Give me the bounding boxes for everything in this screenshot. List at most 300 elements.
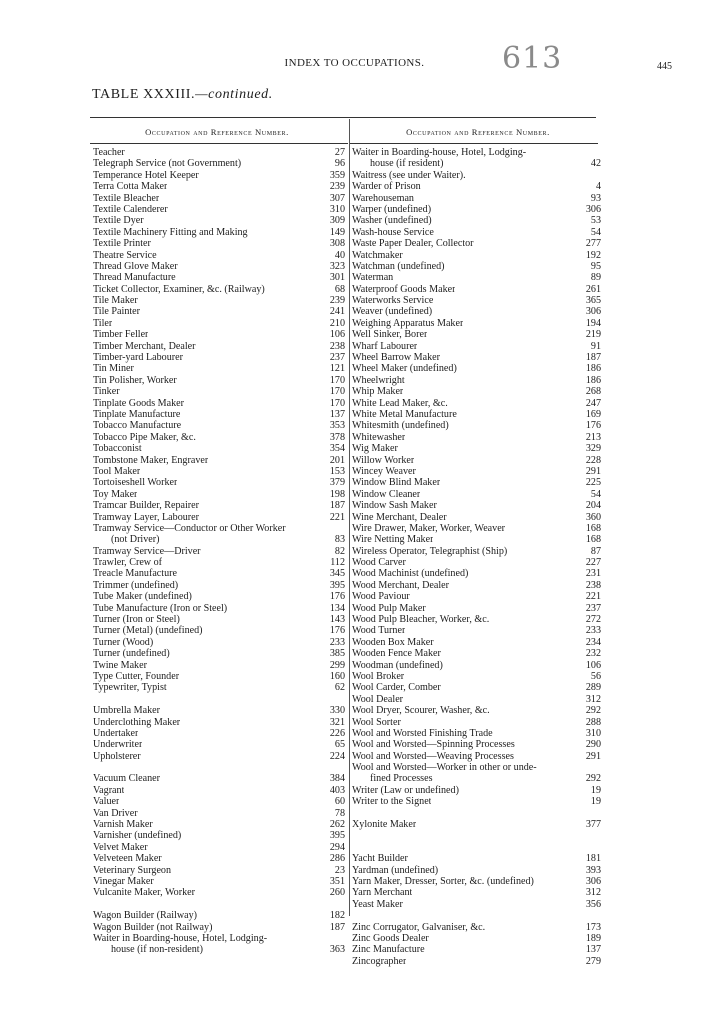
- occupation-name: Ticket Collector, Examiner, &c. (Railway): [93, 283, 265, 295]
- reference-number: 192: [585, 249, 601, 261]
- reference-number: 78: [334, 807, 345, 819]
- reference-number: 237: [329, 352, 345, 364]
- occupation-name: Tramway Layer, Labourer: [93, 511, 200, 523]
- occupation-entry: [352, 477, 602, 488]
- reference-number: 137: [585, 944, 601, 956]
- occupation-entry: [352, 193, 602, 204]
- occupation-name: Tool Maker: [93, 465, 141, 477]
- occupation-entry: [352, 215, 602, 226]
- occupation-entry: [352, 272, 602, 283]
- occupation-name: Wool Dryer, Scourer, Washer, &c.: [352, 705, 490, 717]
- reference-number: 239: [329, 181, 345, 193]
- reference-number: 310: [329, 203, 345, 215]
- right-heading-rule: [350, 143, 598, 144]
- occupation-name: Waterworks Service: [352, 295, 434, 307]
- running-title: INDEX TO OCCUPATIONS.: [284, 57, 425, 69]
- occupation-entry: [93, 284, 347, 295]
- reference-number: 233: [329, 636, 345, 648]
- reference-number: 290: [585, 739, 601, 751]
- reference-number: 239: [329, 295, 345, 307]
- occupation-entry: [93, 227, 347, 238]
- occupation-name: Weaver (undefined): [352, 306, 433, 318]
- occupation-name: Wheel Maker (undefined): [352, 363, 457, 375]
- occupation-entry-continuation: [352, 158, 602, 169]
- occupation-name: Tinker: [93, 386, 120, 398]
- reference-number: 173: [585, 921, 601, 933]
- occupation-name: Wincey Weaver: [352, 465, 416, 477]
- occupation-entry: [352, 660, 602, 671]
- occupation-entry: [93, 455, 347, 466]
- reference-number: 299: [329, 659, 345, 671]
- occupation-name: Teacher: [93, 147, 125, 158]
- occupation-name: Wool and Worsted Finishing Trade: [352, 727, 493, 739]
- reference-number: 204: [585, 500, 601, 512]
- reference-number: 95: [590, 260, 601, 272]
- occupation-entry: [93, 466, 347, 477]
- reference-number: 53: [590, 215, 601, 227]
- occupation-name: Zinc Corrugator, Galvaniser, &c.: [352, 921, 486, 933]
- occupation-entry: [352, 341, 602, 352]
- occupation-entry: [352, 398, 602, 409]
- occupation-name: (not Driver): [111, 534, 160, 546]
- reference-number: 291: [585, 750, 601, 762]
- occupation-entry: [352, 853, 602, 864]
- reference-number: 27: [334, 147, 345, 158]
- reference-number: 385: [329, 648, 345, 660]
- section-gap: [352, 830, 602, 841]
- reference-number: 310: [585, 727, 601, 739]
- occupation-name: Textile Printer: [93, 238, 151, 250]
- reference-number: 60: [334, 796, 345, 808]
- occupation-name: Textile Calenderer: [93, 203, 168, 215]
- occupation-entry: [352, 785, 602, 796]
- reference-number: 354: [329, 443, 345, 455]
- reference-number: 170: [329, 397, 345, 409]
- reference-number: 213: [585, 431, 601, 443]
- reference-number: 143: [329, 614, 345, 626]
- occupation-entry: [93, 489, 347, 500]
- occupation-entry: [93, 272, 347, 283]
- occupation-name: Toy Maker: [93, 488, 138, 500]
- reference-number: 261: [585, 283, 601, 295]
- occupation-entry: [93, 603, 347, 614]
- table-title: [92, 87, 273, 103]
- reference-number: 308: [329, 238, 345, 250]
- occupation-entry-continuation: [352, 773, 602, 784]
- occupation-entry: [93, 295, 347, 306]
- occupation-entry: [352, 557, 602, 568]
- occupation-entry: [352, 694, 602, 705]
- occupation-entry: [93, 546, 347, 557]
- occupation-name: Tobacconist: [93, 443, 142, 455]
- reference-number: 210: [329, 317, 345, 329]
- occupation-name: Upholsterer: [93, 750, 141, 762]
- occupation-name: Wagon Builder (not Railway): [93, 921, 213, 933]
- reference-number: 309: [329, 215, 345, 227]
- reference-number: 181: [585, 853, 601, 865]
- occupation-entry: [352, 261, 602, 272]
- reference-number: 224: [329, 750, 345, 762]
- reference-number: 247: [585, 397, 601, 409]
- reference-number: 198: [329, 488, 345, 500]
- reference-number: 169: [585, 408, 601, 420]
- reference-number: 56: [590, 670, 601, 682]
- occupation-entry: [352, 295, 602, 306]
- occupation-name: Watchman (undefined): [352, 260, 445, 272]
- occupation-name: Varnisher (undefined): [93, 830, 182, 842]
- occupation-entry: [352, 500, 602, 511]
- occupation-name: Well Sinker, Borer: [352, 329, 428, 341]
- reference-number: 353: [329, 420, 345, 432]
- reference-number: 272: [585, 614, 601, 626]
- occupation-name: Tobacco Manufacture: [93, 420, 182, 432]
- occupation-name: Velvet Maker: [93, 841, 148, 853]
- occupation-entry: [352, 204, 602, 215]
- occupation-entry: [93, 204, 347, 215]
- reference-number: 268: [585, 386, 601, 398]
- occupation-entry: [93, 512, 347, 523]
- reference-number: 187: [585, 352, 601, 364]
- occupation-name: Tin Miner: [93, 363, 134, 375]
- occupation-name: Zinc Goods Dealer: [352, 932, 429, 944]
- occupation-entry: [352, 865, 602, 876]
- occupation-name: Tobacco Pipe Maker, &c.: [93, 431, 196, 443]
- occupation-entry: [93, 853, 347, 864]
- reference-number: 201: [329, 454, 345, 466]
- occupation-name: Wooden Fence Maker: [352, 648, 441, 660]
- reference-number: 365: [585, 295, 601, 307]
- occupation-entry: [93, 773, 347, 784]
- occupation-entry: [93, 580, 347, 591]
- occupation-name: Twine Maker: [93, 659, 147, 671]
- occupation-entry: [352, 876, 602, 887]
- occupation-name: Thread Manufacture: [93, 272, 176, 284]
- occupation-entry: [352, 386, 602, 397]
- occupation-name: Veterinary Surgeon: [93, 864, 172, 876]
- reference-number: 277: [585, 238, 601, 250]
- occupation-name: Turner (undefined): [93, 648, 170, 660]
- reference-number: 227: [585, 557, 601, 569]
- occupation-entry: [352, 409, 602, 420]
- occupation-entry: [352, 591, 602, 602]
- reference-number: 54: [590, 226, 601, 238]
- reference-number: 292: [585, 705, 601, 717]
- reference-number: 189: [585, 932, 601, 944]
- occupation-name: Vinegar Maker: [93, 876, 154, 887]
- occupation-entry-continuation: [93, 944, 347, 955]
- occupation-name: Wood Paviour: [352, 591, 410, 603]
- occupation-entry: [352, 250, 602, 261]
- occupation-entry: [352, 762, 602, 773]
- reference-number: 234: [585, 636, 601, 648]
- reference-number: 170: [329, 386, 345, 398]
- section-gap: [352, 808, 602, 819]
- occupation-name: Wool Dealer: [352, 693, 404, 705]
- left-column: [93, 147, 347, 956]
- occupation-name: house (if non-resident): [111, 944, 203, 956]
- occupation-name: Tiler: [93, 317, 113, 329]
- occupation-entry: [352, 922, 602, 933]
- occupation-name: Underclothing Maker: [93, 716, 181, 728]
- reference-number: 106: [585, 659, 601, 671]
- reference-number: 149: [329, 226, 345, 238]
- occupation-name: Tube Maker (undefined): [93, 591, 192, 603]
- occupation-entry: [352, 546, 602, 557]
- reference-number: 170: [329, 374, 345, 386]
- occupation-entry: [352, 568, 602, 579]
- occupation-name: Wool Broker: [352, 670, 405, 682]
- reference-number: 359: [329, 169, 345, 181]
- occupation-name: Umbrella Maker: [93, 705, 160, 717]
- reference-number: 134: [329, 602, 345, 614]
- occupation-entry: [93, 158, 347, 169]
- occupation-entry: [93, 318, 347, 329]
- reference-number: 176: [585, 420, 601, 432]
- occupation-entry: [352, 466, 602, 477]
- occupation-name: Vulcanite Maker, Worker: [93, 887, 195, 899]
- reference-number: 238: [585, 579, 601, 591]
- occupation-name: Typewriter, Typist: [93, 682, 167, 694]
- reference-number: 82: [334, 545, 345, 557]
- occupation-name: Willow Worker: [352, 454, 415, 466]
- section-gap: [93, 694, 347, 705]
- top-rule: [90, 117, 596, 118]
- reference-number: 19: [590, 784, 601, 796]
- occupation-entry: [93, 591, 347, 602]
- occupation-name: Wood Turner: [352, 625, 406, 637]
- occupation-entry: [352, 887, 602, 898]
- occupation-name: Wire Netting Maker: [352, 534, 434, 546]
- reference-number: 288: [585, 716, 601, 728]
- occupation-name: Tinplate Goods Maker: [93, 397, 185, 409]
- occupation-entry: [93, 477, 347, 488]
- occupation-entry: [93, 181, 347, 192]
- occupation-entry: [352, 637, 602, 648]
- reference-number: 226: [329, 727, 345, 739]
- occupation-entry: [352, 603, 602, 614]
- occupation-entry: [352, 682, 602, 693]
- occupation-name: Window Cleaner: [352, 488, 421, 500]
- occupation-name: Whip Maker: [352, 386, 404, 398]
- occupation-name: Trimmer (undefined): [93, 579, 179, 591]
- reference-number: 329: [585, 443, 601, 455]
- occupation-entry: [93, 306, 347, 317]
- occupation-name: Window Blind Maker: [352, 477, 441, 489]
- occupation-name: Terra Cotta Maker: [93, 181, 168, 193]
- occupation-entry: [93, 660, 347, 671]
- reference-number: 182: [329, 910, 345, 922]
- reference-number: 301: [329, 272, 345, 284]
- reference-number: 187: [329, 921, 345, 933]
- occupation-name: Tile Maker: [93, 295, 138, 307]
- occupation-entry: [352, 318, 602, 329]
- occupation-entry: [93, 808, 347, 819]
- occupation-entry: [352, 420, 602, 431]
- reference-number: 292: [585, 773, 601, 785]
- reference-number: 286: [329, 853, 345, 865]
- occupation-entry: [93, 557, 347, 568]
- occupation-name: Wagon Builder (Railway): [93, 910, 198, 922]
- occupation-entry: [93, 352, 347, 363]
- section-gap: [93, 762, 347, 773]
- occupation-entry: [352, 739, 602, 750]
- reference-number: 225: [585, 477, 601, 489]
- occupation-entry: [93, 910, 347, 921]
- reference-number: 351: [329, 876, 345, 887]
- occupation-entry: [352, 944, 602, 955]
- occupation-name: fined Processes: [370, 773, 433, 785]
- occupation-entry: [93, 363, 347, 374]
- reference-number: 112: [330, 557, 345, 569]
- reference-number: 323: [329, 260, 345, 272]
- occupation-name: Wool Sorter: [352, 716, 401, 728]
- reference-number: 221: [585, 591, 601, 603]
- reference-number: 4: [595, 181, 601, 193]
- occupation-name: Wood Merchant, Dealer: [352, 579, 449, 591]
- occupation-name: Timber Merchant, Dealer: [93, 340, 196, 352]
- occupation-entry: [93, 682, 347, 693]
- reference-number: 360: [585, 511, 601, 523]
- reference-number: 233: [585, 625, 601, 637]
- occupation-entry: [352, 614, 602, 625]
- right-column-heading: Occupation and Reference Number.: [406, 127, 550, 137]
- occupation-entry: [93, 341, 347, 352]
- occupation-entry: [352, 648, 602, 659]
- occupation-name: Turner (Metal) (undefined): [93, 625, 203, 637]
- reference-number: 393: [585, 864, 601, 876]
- occupation-entry: [93, 238, 347, 249]
- reference-number: 168: [585, 534, 601, 546]
- occupation-entry: [93, 170, 347, 181]
- occupation-name: Tramway Service—Driver: [93, 545, 201, 557]
- occupation-name: Vagrant: [93, 784, 125, 796]
- occupation-entry: [93, 830, 347, 841]
- reference-number: 377: [585, 819, 601, 831]
- occupation-entry: [93, 842, 347, 853]
- reference-number: 83: [334, 534, 345, 546]
- occupation-entry: [93, 739, 347, 750]
- occupation-entry: [93, 751, 347, 762]
- occupation-entry: [352, 238, 602, 249]
- occupation-name: Tramway Service—Conductor or Other Worker: [93, 522, 286, 534]
- occupation-name: Wool and Worsted—Worker in other or unde-: [352, 762, 537, 774]
- occupation-entry: [93, 648, 347, 659]
- reference-number: 68: [334, 283, 345, 295]
- occupation-name: Warehouseman: [352, 192, 414, 204]
- column-divider: [349, 119, 350, 916]
- occupation-name: Telegraph Service (not Government): [93, 158, 242, 170]
- reference-number: 221: [329, 511, 345, 523]
- reference-number: 241: [329, 306, 345, 318]
- reference-number: 91: [590, 340, 601, 352]
- occupation-entry: [352, 352, 602, 363]
- occupation-entry: [352, 284, 602, 295]
- reference-number: 356: [585, 898, 601, 910]
- occupation-name: Wire Drawer, Maker, Worker, Weaver: [352, 522, 506, 534]
- reference-number: 306: [585, 876, 601, 887]
- occupation-entry: [93, 785, 347, 796]
- occupation-entry: [352, 523, 602, 534]
- reference-number: 93: [590, 192, 601, 204]
- occupation-name: Timber-yard Labourer: [93, 352, 183, 364]
- reference-number: 306: [585, 306, 601, 318]
- reference-number: 289: [585, 682, 601, 694]
- reference-number: 186: [585, 363, 601, 375]
- occupation-name: Trawler, Crew of: [93, 557, 163, 569]
- occupation-entry: [93, 500, 347, 511]
- occupation-name: Wood Carver: [352, 557, 406, 569]
- occupation-entry: [93, 398, 347, 409]
- reference-number: 219: [585, 329, 601, 341]
- occupation-name: Yardman (undefined): [352, 864, 439, 876]
- section-gap: [352, 910, 602, 921]
- occupation-entry: [352, 443, 602, 454]
- reference-number: 187: [329, 500, 345, 512]
- reference-number: 330: [329, 705, 345, 717]
- reference-number: 384: [329, 773, 345, 785]
- occupation-entry: [352, 363, 602, 374]
- occupation-entry: [352, 899, 602, 910]
- occupation-name: Vacuum Cleaner: [93, 773, 160, 785]
- reference-number: 262: [329, 819, 345, 831]
- table-title-suffix: —continued.: [195, 87, 273, 102]
- reference-number: 19: [590, 796, 601, 808]
- occupation-entry: [352, 227, 602, 238]
- occupation-entry: [352, 956, 602, 967]
- occupation-name: Turner (Iron or Steel): [93, 614, 180, 626]
- occupation-entry: [93, 568, 347, 579]
- occupation-entry: [93, 637, 347, 648]
- occupation-name: Whitewasher: [352, 431, 406, 443]
- reference-number: 186: [585, 374, 601, 386]
- occupation-name: Window Sash Maker: [352, 500, 437, 512]
- occupation-name: Textile Dyer: [93, 215, 144, 227]
- occupation-entry: [93, 705, 347, 716]
- occupation-name: Treacle Manufacture: [93, 568, 177, 580]
- occupation-name: Tin Polisher, Worker: [93, 374, 177, 386]
- occupation-name: Washer (undefined): [352, 215, 432, 227]
- occupation-name: Waiter in Boarding-house, Hotel, Lodging-: [93, 932, 268, 944]
- reference-number: 312: [585, 887, 601, 899]
- occupation-entry: [93, 386, 347, 397]
- occupation-name: Xylonite Maker: [352, 819, 417, 831]
- occupation-name: Wine Merchant, Dealer: [352, 511, 447, 523]
- occupation-entry: [93, 614, 347, 625]
- occupation-entry: [352, 306, 602, 317]
- section-gap: [352, 842, 602, 853]
- occupation-name: Zinc Manufacture: [352, 944, 425, 956]
- occupation-entry-continuation: [93, 534, 347, 545]
- reference-number: 294: [329, 841, 345, 853]
- occupation-entry: [93, 193, 347, 204]
- occupation-name: Yarn Maker, Dresser, Sorter, &c. (undefined): [352, 876, 534, 887]
- occupation-name: Textile Bleacher: [93, 192, 160, 204]
- occupation-name: Writer to the Signet: [352, 796, 432, 808]
- occupation-name: Wood Machinist (undefined): [352, 568, 469, 580]
- occupation-name: Wheel Barrow Maker: [352, 352, 440, 364]
- reference-number: 40: [334, 249, 345, 261]
- occupation-entry: [352, 671, 602, 682]
- occupation-name: Wooden Box Maker: [352, 636, 434, 648]
- occupation-entry: [93, 261, 347, 272]
- occupation-entry: [352, 534, 602, 545]
- occupation-entry: [352, 796, 602, 807]
- occupation-entry: [93, 409, 347, 420]
- occupation-entry: [93, 728, 347, 739]
- occupation-entry: [93, 215, 347, 226]
- occupation-name: Turner (Wood): [93, 636, 154, 648]
- occupation-entry: [352, 819, 602, 830]
